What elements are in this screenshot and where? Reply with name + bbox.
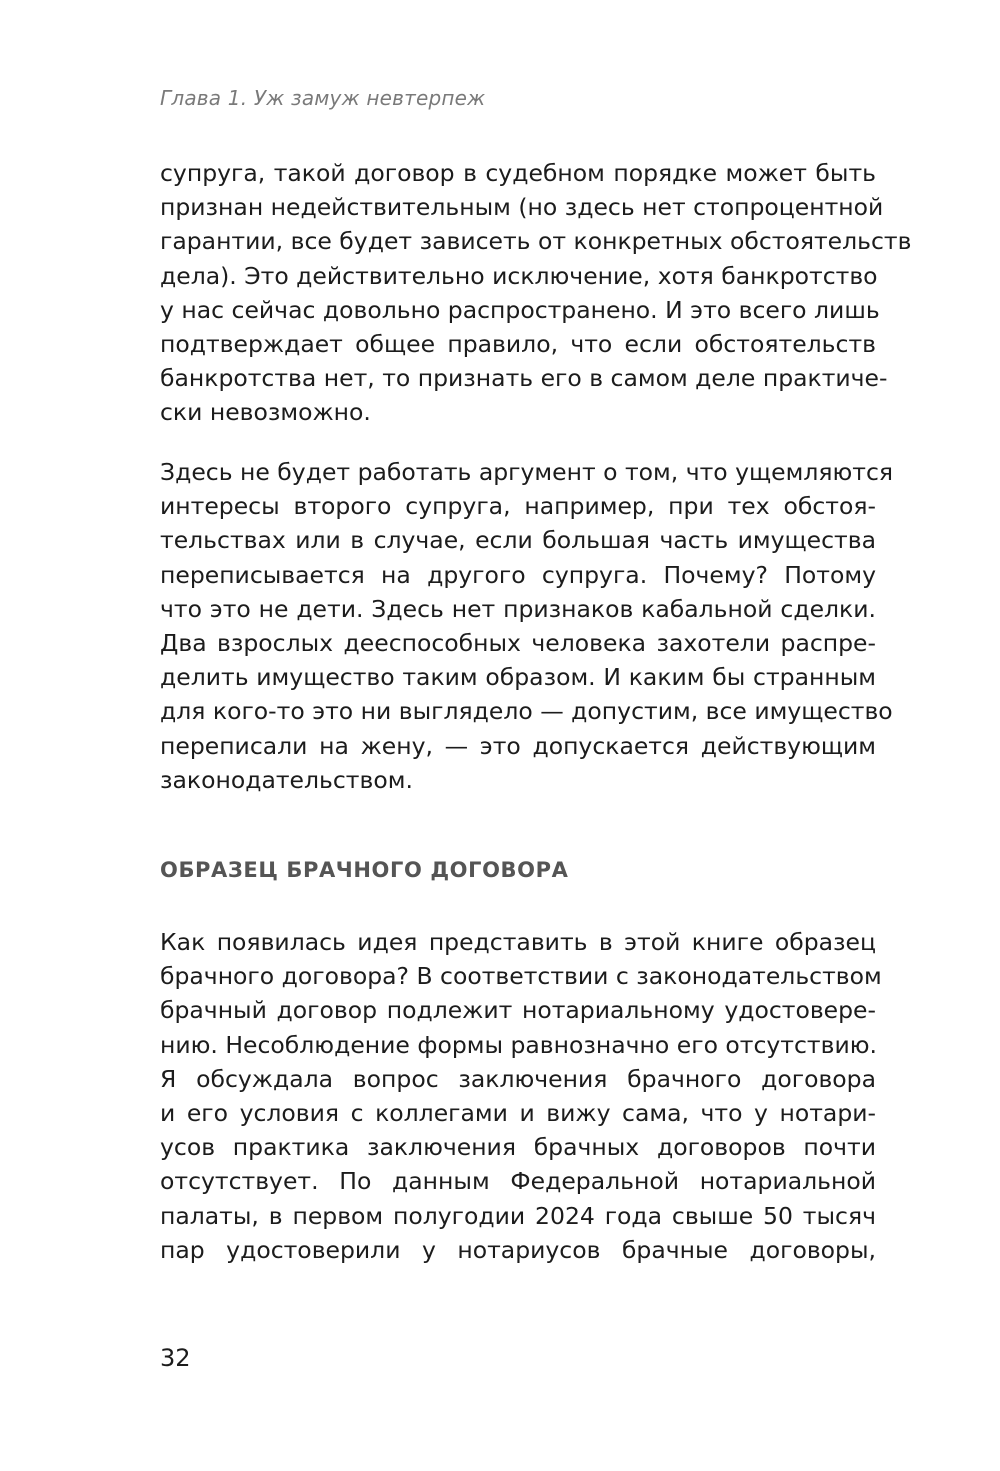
text-line: супруга, такой договор в судебном порядке может быть: [160, 159, 876, 187]
text-line: Я обсуждала вопрос заключения брачного договора: [160, 1064, 876, 1093]
text-line: брачного договора? В соответствии с законодательством: [160, 962, 882, 991]
text-line: дела). Это действительно исключение, хотя банкротство: [160, 261, 878, 290]
text-line: законодательством.: [160, 765, 413, 794]
text-line: пар удостоверили у нотариусов брачные договоры,: [160, 1235, 876, 1264]
text-line: палаты, в первом полугодии 2024 года свыше 50 тысяч: [160, 1201, 876, 1230]
text-line: тельствах или в случае, если большая часть имущества: [160, 526, 876, 555]
text-line: Здесь не будет работать аргумент о том, что ущемляются: [160, 458, 894, 486]
text-line: банкротства нет, то признать его в самом деле практиче-: [160, 364, 888, 393]
text-line: ски невозможно.: [160, 398, 371, 427]
text-line: Как появилась идея представить в этой книге образец: [160, 928, 876, 956]
text-line: интересы второго супруга, например, при тех обстоя-: [160, 492, 876, 521]
text-line: Два взрослых дееспособных человека захотели распре-: [160, 629, 876, 658]
text-line: отсутствует. По данным Федеральной нотариальной: [160, 1167, 876, 1196]
text-line: гарантии, все будет зависеть от конкретных обстоятельств: [160, 227, 912, 256]
paragraph-1: [160, 156, 912, 430]
page-number: 32: [160, 1344, 191, 1372]
text-line: усов практика заключения брачных договоров почти: [160, 1133, 876, 1162]
text-line: что это не дети. Здесь нет признаков кабальной сделки.: [160, 594, 876, 623]
text-line: делить имущество таким образом. И каким бы странным: [160, 663, 876, 692]
text-line: брачный договор подлежит нотариальному удостовере-: [160, 996, 876, 1025]
running-head: Глава 1. Уж замуж невтерпеж: [160, 86, 486, 110]
text-line: переписали на жену, — это допускается действующим: [160, 731, 876, 760]
text-line: признан недействительным (но здесь нет стопроцентной: [160, 193, 884, 222]
text-line: переписывается на другого супруга. Почему? Потому: [160, 560, 876, 589]
text-line: подтверждает общее правило, что если обстоятельств: [160, 330, 876, 359]
paragraph-3: [160, 925, 882, 1267]
text-line: для кого-то это ни выглядело — допустим, все имущество: [160, 697, 893, 726]
text-line: и его условия с коллегами и вижу сама, что у нотари-: [160, 1099, 876, 1128]
text-line: у нас сейчас довольно распространено. И это всего лишь: [160, 295, 880, 324]
paragraph-2: [160, 455, 894, 797]
text-line: нию. Несоблюдение формы равнозначно его отсутствию.: [160, 1030, 877, 1059]
section-heading: ОБРАЗЕЦ БРАЧНОГО ДОГОВОРА: [160, 858, 569, 882]
